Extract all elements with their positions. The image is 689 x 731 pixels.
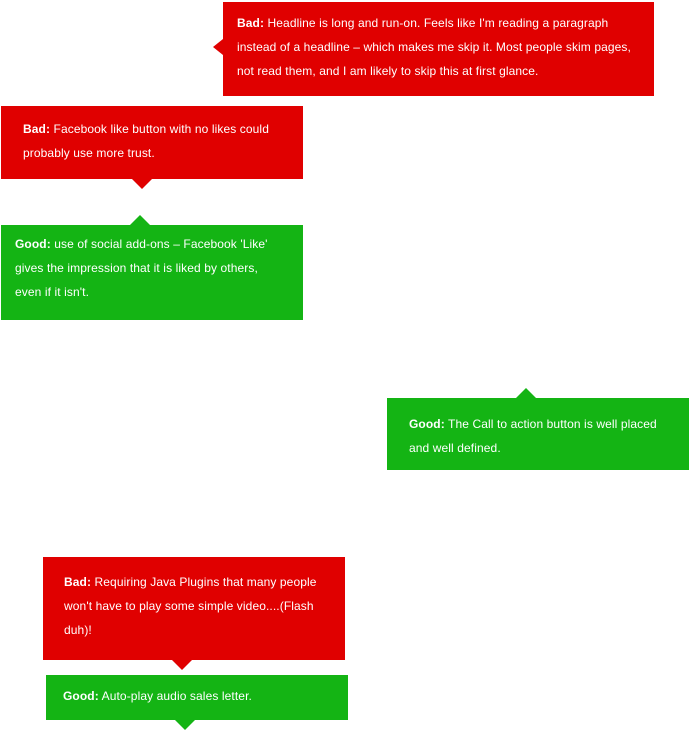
callout-pointer-down	[132, 179, 152, 189]
callout-kind-label: Bad:	[237, 16, 265, 30]
callout-pointer-left	[213, 39, 223, 55]
callout-text: The Call to action button is well placed and well defined.	[409, 417, 657, 455]
callout-bad-java-plugins	[43, 557, 345, 660]
callout-kind-label: Good:	[63, 689, 99, 703]
callout-text: Facebook like button with no likes could probably use more trust.	[23, 122, 269, 160]
callout-text: Headline is long and run-on. Feels like I'm reading a paragraph instead of a headline – which makes me skip it. Most people skim pages, not read them, and I am likely to skip this at first glance.	[237, 16, 631, 78]
callout-bad-facebook-like	[1, 106, 303, 179]
callout-text: Requiring Java Plugins that many people won't have to play some simple video....(Flash duh)!	[64, 575, 317, 637]
callout-text: use of social add-ons – Facebook 'Like' gives the impression that it is liked by others, even if it isn't.	[15, 237, 268, 299]
callout-text: Auto-play audio sales letter.	[101, 689, 252, 703]
callout-good-call-to-action	[387, 398, 689, 470]
callout-kind-label: Bad:	[23, 122, 51, 136]
callout-pointer-up	[516, 388, 536, 398]
callout-kind-label: Bad:	[64, 575, 92, 589]
callout-kind-label: Good:	[15, 237, 51, 251]
callout-pointer-up	[130, 215, 150, 225]
callout-good-social-addons	[1, 225, 303, 320]
callout-pointer-down	[175, 720, 195, 730]
callout-pointer-down	[172, 660, 192, 670]
callout-good-autoplay-audio	[46, 675, 348, 720]
callout-kind-label: Good:	[409, 417, 445, 431]
callout-bad-headline	[223, 2, 654, 96]
